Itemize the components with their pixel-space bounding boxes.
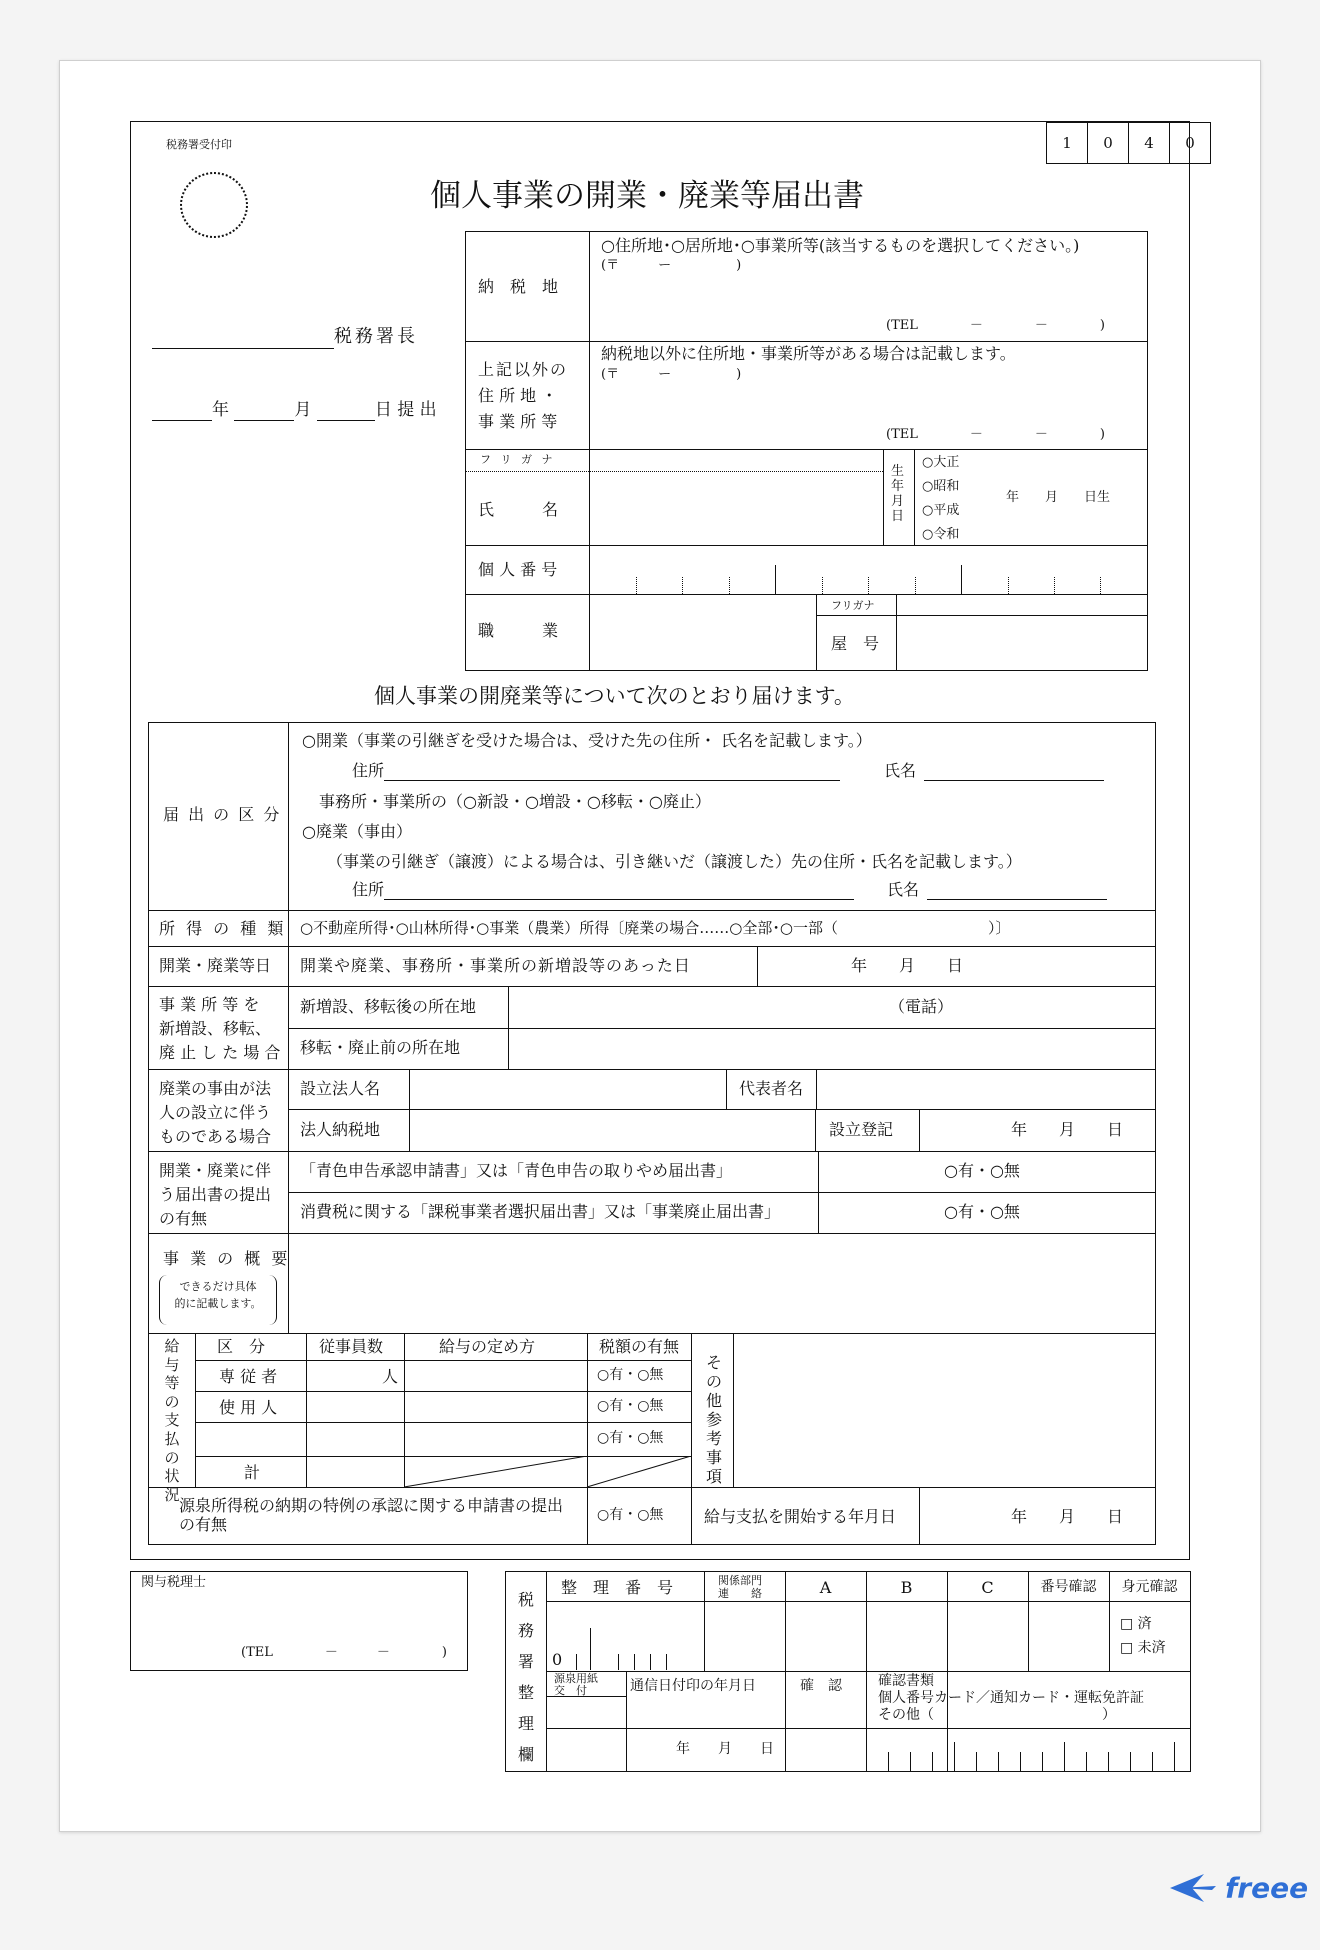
shorui-label: 確認書類 (878, 1673, 934, 1689)
kaigyo-address-field[interactable] (384, 764, 840, 781)
other-reference-label: その他参考事項 (705, 1353, 722, 1486)
gensen-2: 交 付 (554, 1684, 587, 1697)
gensen-1: 源泉用紙 (554, 1672, 598, 1685)
shohizei-umu[interactable]: ○有・○無 (944, 1202, 1020, 1221)
year-label: 年 (212, 400, 229, 420)
kaigyo-option[interactable]: ○開業（事業の引継ぎを受けた場合は、受けた先の住所・ 氏名を記載します。） (302, 731, 872, 750)
side-char: 務 (518, 1621, 535, 1640)
nozeichi-options[interactable]: ○住所地･○居所地･○事業所等(該当するものを選択してください。) (601, 236, 1080, 255)
jusho-label: 住所 (352, 880, 385, 899)
after-location-field[interactable] (511, 989, 1151, 1025)
other-address-label-1: 上記以外の (478, 360, 569, 379)
era-options[interactable] (922, 451, 959, 547)
aoiro-umu[interactable]: ○有・○無 (944, 1161, 1020, 1180)
shinzo-label-1: 事 業 所 等 を (159, 995, 260, 1014)
side-char: 署 (518, 1652, 535, 1671)
month-label: 月 (294, 400, 312, 420)
haigyo-name (887, 880, 1107, 900)
form-code-digit: 0 (1088, 123, 1129, 164)
salary-head-kubun: 区 分 (217, 1337, 266, 1356)
mynumber-label: 個 人 番 号 (478, 560, 558, 579)
kankei-label (718, 1574, 762, 1600)
hojin-label-3: ものである場合 (159, 1127, 272, 1146)
salary-row-senju: 専 従 者 (219, 1367, 278, 1386)
kaigyo-name (884, 761, 1104, 781)
shorui-list[interactable]: 個人番号カード／通知カード・運転免許証 (878, 1690, 1144, 1706)
after-location-label: 新増設、移転後の所在地 (300, 997, 477, 1016)
before-location-label: 移転・廃止前の所在地 (300, 1038, 461, 1057)
kaigyo-address (352, 761, 840, 781)
kubun-label: 届 出 の 区 分 (163, 805, 282, 824)
name-label: 氏 名 (478, 500, 559, 519)
date-desc: 開業や廃業、事務所・事業所の新増設等のあった日 (300, 956, 691, 975)
tax-office-line (152, 326, 418, 349)
bango-kakunin-label: 番号確認 (1040, 1579, 1097, 1595)
form-code (1046, 122, 1211, 164)
nozeichi-postal[interactable]: (〒 ー ) (601, 258, 742, 273)
salary-umu-other[interactable]: ○有・○無 (597, 1430, 664, 1446)
zeirishi-label: 関与税理士 (141, 1575, 207, 1590)
jusho-label: 住所 (352, 761, 385, 780)
zeirishi-tel[interactable]: (TEL － － ) (241, 1645, 447, 1660)
gaiyo-note-1: できるだけ具体 (179, 1280, 257, 1293)
gaiyo-note-2: 的に記載します。 (174, 1296, 262, 1310)
salary-side-label: 給与等の支払の状況 (164, 1337, 180, 1504)
salary-total-slashes (404, 1456, 692, 1487)
form-title: 個人事業の開業・廃業等届出書 (430, 178, 864, 214)
day-submit-label: 日 提 出 (374, 400, 437, 420)
side-char: 整 (518, 1683, 535, 1702)
stamp-label: 税務署受付印 (166, 138, 232, 151)
before-location-field[interactable] (511, 1031, 1151, 1067)
era-reiwa[interactable]: ○令和 (922, 527, 960, 542)
other-address-label-2: 住 所 地 ・ (478, 386, 558, 405)
side-char: 理 (518, 1714, 535, 1733)
hojin-nozei-label: 法人納税地 (300, 1120, 381, 1139)
side-char: 税 (518, 1590, 535, 1609)
mimoto-mizumi[interactable]: □ 未済 (1120, 1640, 1166, 1656)
taxpayer-table (465, 231, 1148, 671)
submit-day-field[interactable] (317, 400, 375, 421)
col-c: C (981, 1578, 994, 1597)
shorui-number-ticks[interactable] (866, 1742, 1190, 1771)
haigyo-address-field[interactable] (384, 883, 854, 900)
col-a: A (819, 1578, 832, 1597)
tax-office-suffix: 税務署長 (334, 326, 418, 347)
shimei-label: 氏名 (884, 761, 917, 780)
tsushin-date-field[interactable]: 年 月 日 (676, 1741, 774, 1757)
yago-label: 屋 号 (831, 634, 880, 653)
date-label: 開業・廃業等日 (159, 956, 272, 975)
seiri-bango-label: 整 理 番 号 (561, 1578, 674, 1597)
kaigyo-name-field[interactable] (924, 764, 1104, 781)
form-code-digit: 1 (1047, 123, 1088, 164)
setsuritsu-date-field[interactable]: 年 月 日 (1011, 1120, 1124, 1139)
haigyo-note: （事業の引継ぎ（譲渡）による場合は、引き継いだ（譲渡した）先の住所・氏名を記載します。） (327, 852, 1022, 871)
other-address-note: 納税地以外に住所地・事業所等がある場合は記載します。 (601, 344, 1016, 363)
mynumber-boxes[interactable] (590, 545, 1146, 594)
era-heisei[interactable]: ○平成 (922, 503, 960, 518)
shinzo-label-3: 廃 止 し た 場 合 (159, 1043, 281, 1062)
job-field[interactable] (590, 596, 814, 668)
haigyo-option[interactable]: ○廃業（事由） (302, 822, 412, 841)
shorui-block (878, 1673, 1144, 1724)
other-address-label-3: 事 業 所 等 (478, 412, 558, 431)
todoke-label-1: 開業・廃業に伴 (159, 1161, 272, 1180)
hojin-name-label: 設立法人名 (300, 1079, 381, 1098)
gaiyo-note-bracket (159, 1275, 277, 1325)
salary-umu-shiyo[interactable]: ○有・○無 (597, 1398, 664, 1414)
shimei-label: 氏名 (887, 880, 920, 899)
birth-label: 生年月日 (891, 464, 905, 524)
office-use-box (505, 1571, 1191, 1772)
kakunin-label: 確 認 (800, 1678, 842, 1694)
birth-date-field[interactable]: 年 月 日生 (1006, 490, 1111, 505)
salary-head-tax: 税額の有無 (599, 1337, 680, 1356)
other-address-tel[interactable]: (TEL － － ) (886, 427, 1105, 442)
office-side-label (518, 1584, 536, 1770)
freee-logo (1168, 1870, 1308, 1906)
era-showa[interactable]: ○昭和 (922, 479, 960, 494)
form-code-digit: 0 (1170, 123, 1211, 164)
tsushin-label: 通信日付印の年月日 (630, 1678, 756, 1694)
freee-bird-icon (1168, 1870, 1220, 1906)
submit-year-field[interactable] (152, 400, 212, 421)
jigyosho-options[interactable]: 事務所・事業所の（○新設・○増設・○移転・○廃止） (319, 792, 711, 811)
nozeichi-label: 納 税 地 (478, 277, 559, 296)
aoiro-label: 「青色申告承認申請書」又は「青色申告の取りやめ届出書」 (300, 1161, 733, 1180)
hojin-label-2: 人の設立に伴う (159, 1103, 272, 1122)
form-code-digit: 4 (1129, 123, 1170, 164)
hojin-label-1: 廃業の事由が法 (159, 1079, 272, 1098)
salary-row-shiyo: 使 用 人 (219, 1398, 278, 1417)
shotoku-options[interactable]: ○不動産所得･○山林所得･○事業（農業）所得〔廃業の場合……○全部･○一部（ ）〕 (300, 919, 1011, 937)
salary-unit: 人 (382, 1367, 399, 1386)
gaiyo-field[interactable] (291, 1236, 1151, 1330)
mimoto-kakunin-label: 身元確認 (1121, 1579, 1178, 1595)
gaiyo-label: 事 業 の 概 要 (163, 1249, 291, 1268)
todoke-label-3: の有無 (159, 1209, 208, 1228)
salary-total-label: 計 (244, 1463, 261, 1482)
salary-head-count: 従事員数 (319, 1337, 384, 1356)
salary-umu-senju[interactable]: ○有・○無 (597, 1367, 664, 1383)
seiri-bango-ticks[interactable] (566, 1654, 696, 1670)
side-char: 欄 (518, 1745, 535, 1764)
nozeichi-tel[interactable]: (TEL － － ) (886, 318, 1105, 333)
kankei-1: 関係部門 (718, 1574, 762, 1587)
era-taisho[interactable]: ○大正 (922, 455, 960, 470)
shohizei-label: 消費税に関する「課税事業者選択届出書」又は「事業廃止届出書」 (300, 1202, 781, 1221)
gensen-umu[interactable]: ○有・○無 (597, 1507, 664, 1523)
salary-head-method: 給与の定め方 (439, 1337, 536, 1356)
submit-date-line (152, 400, 437, 421)
kankei-2: 連 絡 (718, 1587, 762, 1600)
furigana-label: フ リ ガ ナ (480, 453, 556, 466)
job-label: 職 業 (478, 621, 559, 640)
tax-office-field[interactable] (152, 328, 334, 349)
shorui-sonota[interactable]: その他（ ） (878, 1707, 1116, 1723)
reception-stamp-circle (180, 172, 248, 238)
zeirishi-box[interactable] (130, 1571, 468, 1671)
phone-label: （電話） (889, 997, 954, 1016)
haigyo-name-field[interactable] (927, 883, 1107, 900)
open-close-date-field[interactable]: 年 月 日 (851, 956, 964, 975)
haigyo-address (352, 880, 854, 900)
intro-statement: 個人事業の開廃業等について次のとおり届けます。 (374, 684, 855, 708)
mimoto-zumi[interactable]: □ 済 (1120, 1616, 1152, 1632)
gensen-label: 源泉所得税の納期の特例の承認に関する申請書の提出の有無 (179, 1496, 564, 1534)
todoke-label-2: う届出書の提出 (159, 1185, 272, 1204)
salary-start-date-field[interactable]: 年 月 日 (1011, 1507, 1124, 1526)
shotoku-label: 所 得 の 種 類 (159, 919, 287, 938)
yago-furigana-label: フリガナ (831, 599, 875, 612)
gensen-yoshi-label (554, 1673, 598, 1697)
seiri-zero: 0 (552, 1650, 563, 1669)
other-reference-field[interactable] (736, 1336, 1151, 1484)
other-address-postal[interactable]: (〒 ー ) (601, 367, 742, 382)
setsuritsu-label: 設立登記 (829, 1120, 894, 1139)
brand-text: freee (1225, 1871, 1309, 1905)
shinzo-label-2: 新増設、移転、 (159, 1019, 272, 1038)
salary-start-label: 給与支払を開始する年月日 (704, 1507, 897, 1526)
sections-table (148, 722, 1156, 1545)
daihyo-label: 代表者名 (739, 1079, 804, 1098)
col-b: B (900, 1578, 913, 1597)
submit-month-field[interactable] (234, 400, 294, 421)
yago-field[interactable] (898, 617, 1144, 667)
